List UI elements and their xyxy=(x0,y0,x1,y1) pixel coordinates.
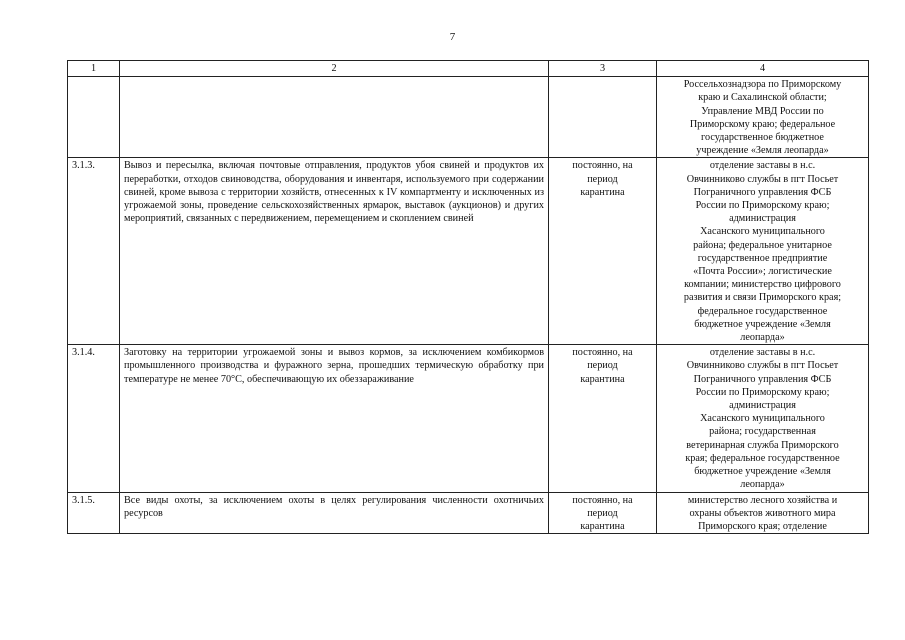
responsible-line: Пограничного управления ФСБ xyxy=(693,373,832,385)
responsible-line: ветеринарная служба Приморского xyxy=(686,439,839,451)
period-line: период xyxy=(587,360,618,372)
responsible-line: администрация xyxy=(729,400,796,412)
responsible-line: района; федеральное унитарное xyxy=(693,239,832,251)
responsible-line: района; государственная xyxy=(709,426,816,438)
table-row xyxy=(68,158,869,345)
responsible-parties xyxy=(657,77,869,158)
responsible-line: леопарда» xyxy=(740,332,785,344)
row-number: 3.1.5. xyxy=(68,492,120,534)
period-line: период xyxy=(587,507,618,519)
period-line: постоянно, на xyxy=(572,160,633,172)
responsible-line: отделение заставы в н.с. xyxy=(709,160,816,172)
row-number xyxy=(68,77,120,158)
responsible-line: бюджетное учреждение «Земля xyxy=(694,466,831,478)
table-row xyxy=(68,492,869,534)
measure-description xyxy=(120,77,549,158)
responsible-line: Управление МВД России по xyxy=(701,105,824,117)
responsible-line: охраны объектов животного мира xyxy=(689,507,836,519)
responsible-line: России по Приморскому краю; xyxy=(695,200,830,212)
row-number: 3.1.3. xyxy=(68,158,120,345)
responsible-line: компании; министерство цифрового xyxy=(684,279,841,291)
responsible-line: Овчинниково службы в пгт Посьет xyxy=(686,173,839,185)
column-header-1: 1 xyxy=(68,61,120,77)
measure-description: Вывоз и пересылка, включая почтовые отправления, продуктов убоя свиней и продуктов их переработки, отходов свиноводства, оборудования и инвентаря, используемого при содержании свиней, кроме вывоза с территории хозяйств, отнесенных к IV компартменту и исключенных из угрожаемой зоны, проведение сельскохозяйственных ярмарок, выставок (аукционов) и других мероприятий, связанных с передвижением, перемещением и скоплением свиней xyxy=(120,158,549,345)
measure-period xyxy=(549,77,657,158)
period-line: постоянно, на xyxy=(572,347,633,359)
period-line: постоянно, на xyxy=(572,494,633,506)
responsible-line: Хасанского муниципального xyxy=(700,413,825,425)
table-row xyxy=(68,77,869,158)
responsible-line: Приморскому краю; федеральное xyxy=(689,118,836,130)
responsible-line: администрация xyxy=(729,213,796,225)
header-row xyxy=(68,61,869,77)
responsible-line: Овчинниково службы в пгт Посьет xyxy=(686,360,839,372)
responsible-line: Россельхознадзора по Приморскому xyxy=(683,79,842,91)
responsible-parties xyxy=(657,492,869,534)
responsible-line: «Почта России»; логистические xyxy=(693,266,832,278)
period-line: карантина xyxy=(580,186,625,198)
responsible-line: России по Приморскому краю; xyxy=(695,386,830,398)
responsible-line: Приморского края; отделение xyxy=(698,520,827,532)
measure-description: Заготовку на территории угрожаемой зоны и вывоз кормов, за исключением комбикормов промышленного производства и фуражного зерна, прошедших термическую обработку при температуре не менее 70°С, обеспечивающую их обеззараживание xyxy=(120,345,549,492)
responsible-parties xyxy=(657,345,869,492)
measure-period xyxy=(549,345,657,492)
column-header-3: 3 xyxy=(549,61,657,77)
responsible-line: края; федеральное государственное xyxy=(685,452,840,464)
responsible-line: федеральное государственное xyxy=(697,305,828,317)
responsible-parties xyxy=(657,158,869,345)
responsible-line: отделение заставы в н.с. xyxy=(709,347,816,359)
row-number: 3.1.4. xyxy=(68,345,120,492)
responsible-line: государственное предприятие xyxy=(697,252,828,264)
responsible-line: учреждение «Земля леопарда» xyxy=(696,145,829,157)
period-line: карантина xyxy=(580,520,625,532)
responsible-line: краю и Сахалинской области; xyxy=(698,92,827,104)
responsible-line: Хасанского муниципального xyxy=(700,226,825,238)
responsible-line: леопарда» xyxy=(740,479,785,491)
column-header-4: 4 xyxy=(657,61,869,77)
column-header-2: 2 xyxy=(120,61,549,77)
period-line: карантина xyxy=(580,373,625,385)
page-number: 7 xyxy=(449,31,456,43)
responsible-line: государственное бюджетное xyxy=(701,132,824,144)
measure-period xyxy=(549,158,657,345)
measures-table xyxy=(67,60,869,534)
responsible-line: развития и связи Приморского края; xyxy=(683,292,842,304)
measure-description: Все виды охоты, за исключением охоты в целях регулирования численности охотничьих ресурсов xyxy=(120,492,549,534)
responsible-line: Пограничного управления ФСБ xyxy=(693,186,832,198)
responsible-line: министерство лесного хозяйства и xyxy=(687,494,838,506)
responsible-line: бюджетное учреждение «Земля xyxy=(694,318,831,330)
measure-period xyxy=(549,492,657,534)
table-row xyxy=(68,345,869,492)
period-line: период xyxy=(587,173,618,185)
